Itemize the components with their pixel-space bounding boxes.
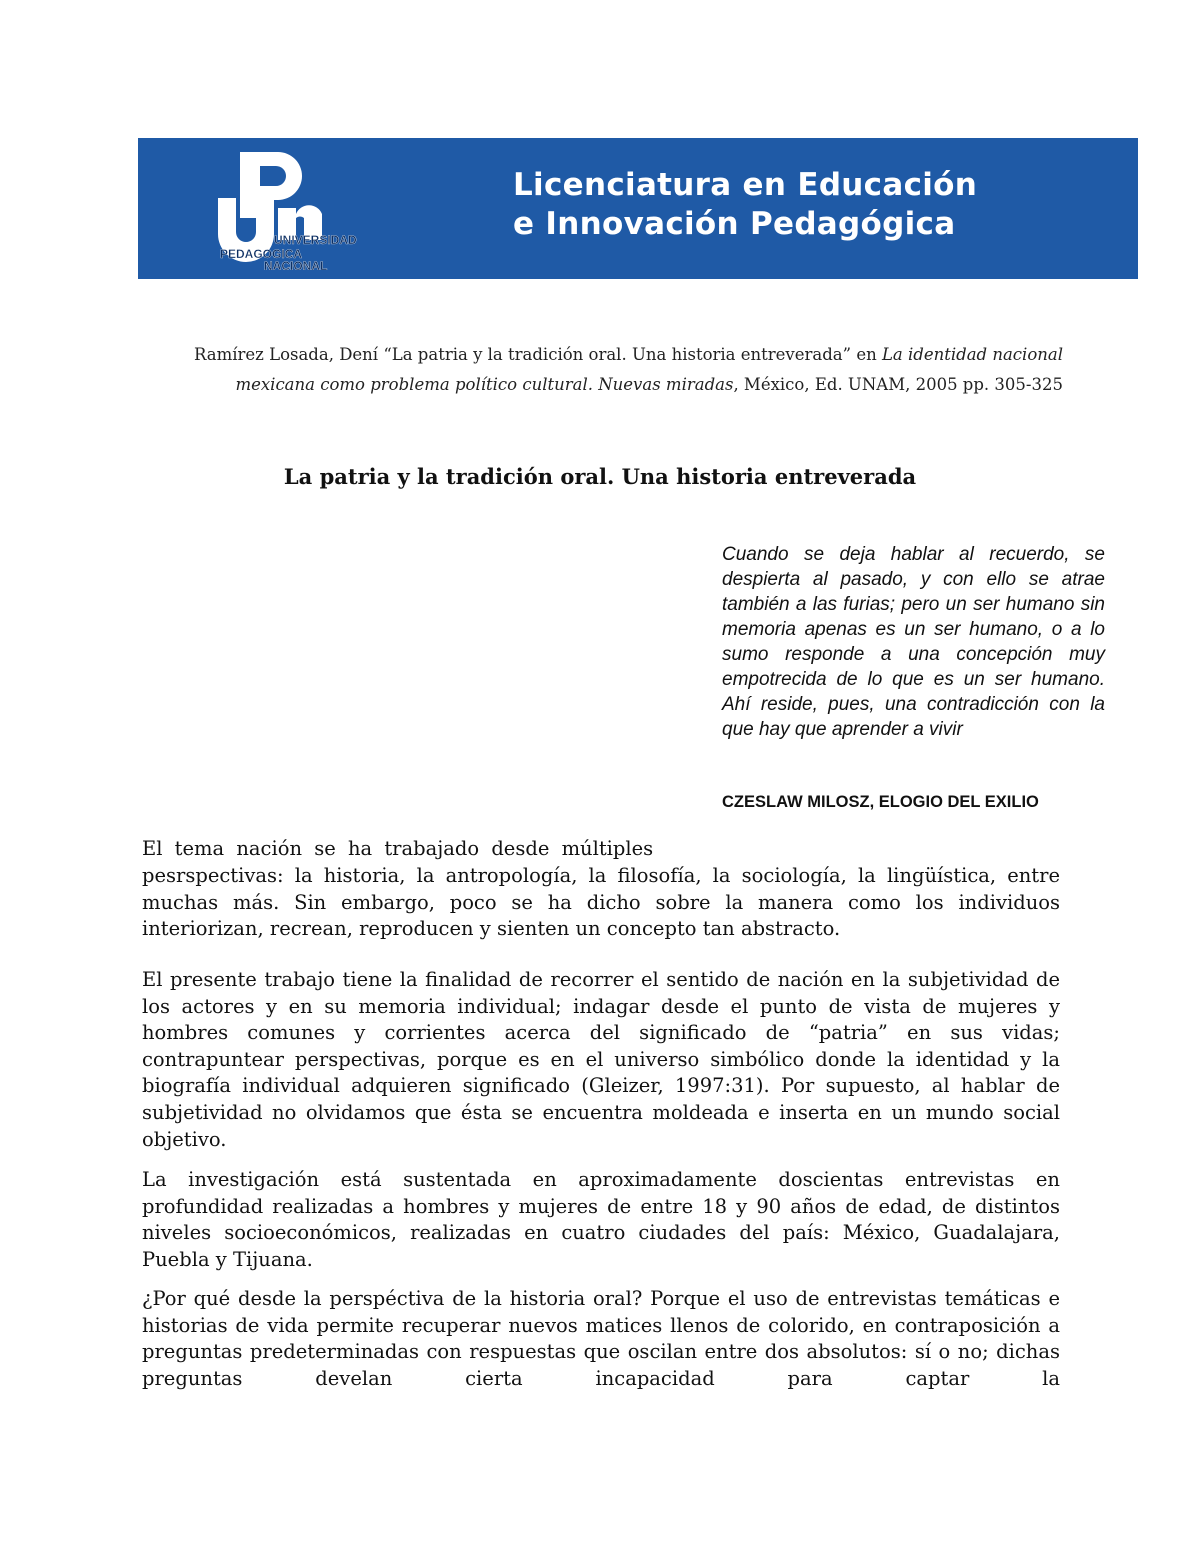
logo-line-2: PEDAGOGICA: [220, 247, 303, 261]
bibliographic-citation: [150, 340, 1063, 400]
program-title-line-1: Licenciatura en Educación: [513, 167, 978, 203]
upn-logo-graphic: [218, 150, 418, 270]
paragraph-3: La investigación está sustentada en aproximadamente doscientas entrevistas en profundidad realizadas a hombres y mujeres de entre 18 y 90 años de edad, de distintos niveles socioeconómicos, realizadas en cuatro ciudades del país: México, Guadalajara, Puebla y Tijuana.: [142, 1168, 1060, 1271]
epigraph-source: CZESLAW MILOSZ, ELOGIO DEL EXILIO: [722, 793, 1039, 811]
program-title: [513, 166, 977, 244]
header-banner: [138, 138, 1138, 279]
paragraph-1: pesrspectivas: la historia, la antropología, la filosofía, la sociología, la lingüística, entre muchas más. Sin embargo, poco se ha dicho sobre la manera como los individuos interiorizan, recrean, reproducen y sienten un concepto tan abstracto.: [142, 864, 1060, 941]
epigraph-quote: Cuando se deja hablar al recuerdo, se despierta al pasado, y con ello se atrae también a las furias; pero un ser humano sin memoria apenas es un ser humano, o a lo sumo responde a una concepción muy empotrecida de lo que es un ser humano. Ahí reside, pues, una contradicción con la que hay que aprender a vivir: [722, 544, 1105, 740]
citation-publication: , México, Ed. UNAM, 2005 pp. 305-325: [733, 375, 1063, 394]
citation-book-title: La identidad nacional mexicana como problema político cultural. Nuevas miradas: [235, 345, 1063, 394]
paragraph-4: ¿Por qué desde la perspéctiva de la historia oral? Porque el uso de entrevistas temáticas e historias de vida permite recuperar nuevos matices llenos de colorido, en contraposición a preguntas predeterminadas con respuestas que oscilan entre dos absolutos: sí o no; dichas preguntas develan cierta incapacidad para captar la: [142, 1287, 1060, 1390]
paragraph-1-first-line: El tema nación se ha trabajado desde múltiples: [142, 837, 654, 860]
program-title-line-2: e Innovación Pedagógica: [513, 206, 956, 242]
paragraph-2: El presente trabajo tiene la finalidad de recorrer el sentido de nación en la subjetividad de los actores y en su memoria individual; indagar desde el punto de vista de mujeres y hombres comunes y corrientes acerca del significado de “patria” en sus vidas; contrapuntear perspectivas, porque es en el universo simbólico donde la identidad y la biografía individual adquieren significado (Gleizer, 1997:31). Por supuesto, al hablar de subjetividad no olvidamos que ésta se encuentra moldeada e inserta en un mundo social objetivo.: [142, 968, 1060, 1151]
logo-line-1: UNIVERSIDAD: [274, 233, 357, 247]
citation-authors: Ramírez Losada, Dení “La patria y la tradición oral. Una historia entreverada” en: [193, 345, 882, 364]
upn-logo: [218, 150, 418, 270]
article-title: La patria y la tradición oral. Una historia entreverada: [283, 464, 917, 489]
logo-line-3: NACIONAL: [264, 259, 328, 270]
